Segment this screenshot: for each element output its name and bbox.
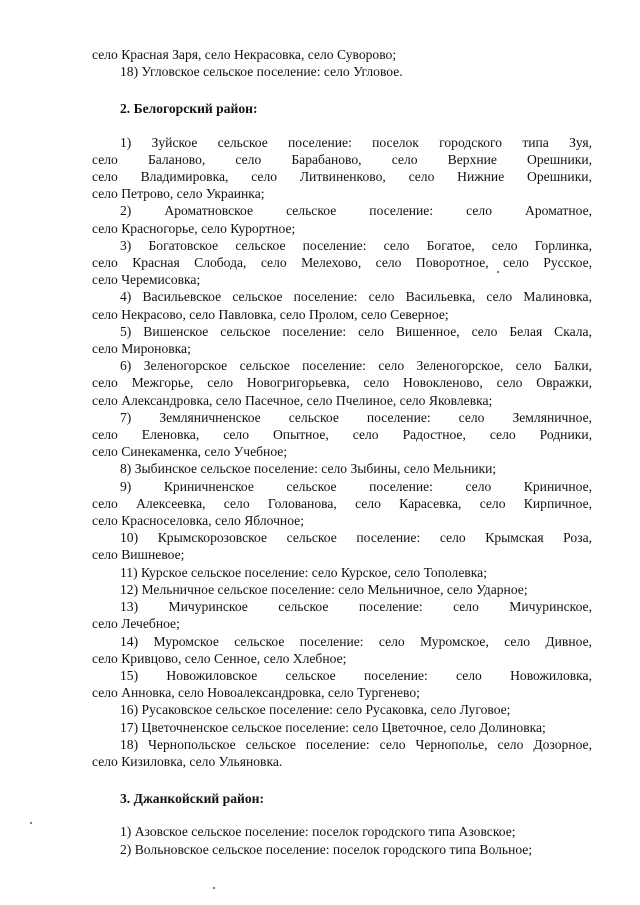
scan-speck [213,887,215,889]
paragraph-line: село Синекаменка, село Учебное; [92,444,288,460]
list-item: 16) Русаковское сельское поселение: село Русаковка, село Луговое; [120,702,511,718]
section-heading: 2. Белогорский район: [120,101,258,117]
list-item: 18) Угловское сельское поселение: село Угловое. [120,64,403,80]
list-item: 8) Зыбинское сельское поселение: село Зыбины, село Мельники; [120,461,497,477]
paragraph-line: село Красноселовка, село Яблочное; [92,513,304,529]
list-item: 2) Вольновское сельское поселение: поселок городского типа Вольное; [120,841,533,857]
list-item: 14) Муромское сельское поселение: село Муромское, село Дивное, [120,633,592,649]
scan-speck [497,271,499,273]
paragraph-line: село Лечебное; [92,616,180,632]
paragraph-line: село Петрово, село Украинка; [92,186,265,202]
list-item: 7) Земляничненское сельское поселение: село Земляничное, [120,409,592,425]
paragraph-line: село Баланово, село Барабаново, село Верхние Орешники, [92,151,592,167]
list-item: 4) Васильевское сельское поселение: село Васильевка, село Малиновка, [120,289,592,305]
list-item: 3) Богатовское сельское поселение: село Богатое, село Горлинка, [120,237,592,253]
paragraph-line: село Красногорье, село Курортное; [92,220,296,236]
paragraph-line: село Алексеевка, село Голованова, село Карасевка, село Кирпичное, [92,495,592,511]
paragraph-line: село Мироновка; [92,341,191,357]
list-item: 12) Мельничное сельское поселение: село Мельничное, село Ударное; [120,581,528,597]
list-item: 13) Мичуринское сельское поселение: село Мичуринское, [120,599,592,615]
list-item: 6) Зеленогорское сельское поселение: село Зеленогорское, село Балки, [120,358,592,374]
paragraph-line: село Вишневое; [92,547,185,563]
section-heading: 3. Джанкойский район: [120,791,264,807]
paragraph-line: село Красная Слобода, село Мелехово, село Поворотное, село Русское, [92,255,592,271]
list-item: 17) Цветочненское сельское поселение: село Цветочное, село Долиновка; [120,719,546,735]
list-item: 15) Новожиловское сельское поселение: село Новожиловка, [120,667,592,683]
list-item: 2) Ароматновское сельское поселение: село Ароматное, [120,203,592,219]
paragraph-line: село Александровка, село Пасечное, село Пчелиное, село Яковлевка; [92,392,493,408]
paragraph-line: село Межгорье, село Новогригорьевка, село Новокленово, село Овражки, [92,375,592,391]
list-item: 10) Крымскорозовское сельское поселение: село Крымская Роза, [120,530,592,546]
paragraph-line: село Анновка, село Новоалександровка, село Тургенево; [92,685,420,701]
paragraph-line: село Некрасово, село Павловка, село Пролом, село Северное; [92,306,449,322]
list-item: 1) Азовское сельское поселение: поселок городского типа Азовское; [120,824,516,840]
list-item: 5) Вишенское сельское поселение: село Вишенное, село Белая Скала, [120,323,592,339]
list-item: 9) Криничненское сельское поселение: село Криничное, [120,478,592,494]
scan-speck [30,822,32,824]
list-item: 1) Зуйское сельское поселение: поселок городского типа Зуя, [120,134,592,150]
paragraph-line: село Владимировка, село Литвиненково, село Нижние Орешники, [92,169,592,185]
paragraph-line: село Черемисовка; [92,272,201,288]
paragraph-line: село Еленовка, село Опытное, село Радостное, село Родники, [92,427,592,443]
paragraph-line: село Кизиловка, село Ульяновка. [92,753,283,769]
list-item: 11) Курское сельское поселение: село Курское, село Тополевка; [120,564,487,580]
list-item: 18) Чернопольское сельское поселение: село Чернополье, село Дозорное, [120,736,592,752]
paragraph-line: село Красная Заря, село Некрасовка, село Суворово; [92,47,397,62]
paragraph-line: село Кривцово, село Сенное, село Хлебное; [92,650,347,666]
